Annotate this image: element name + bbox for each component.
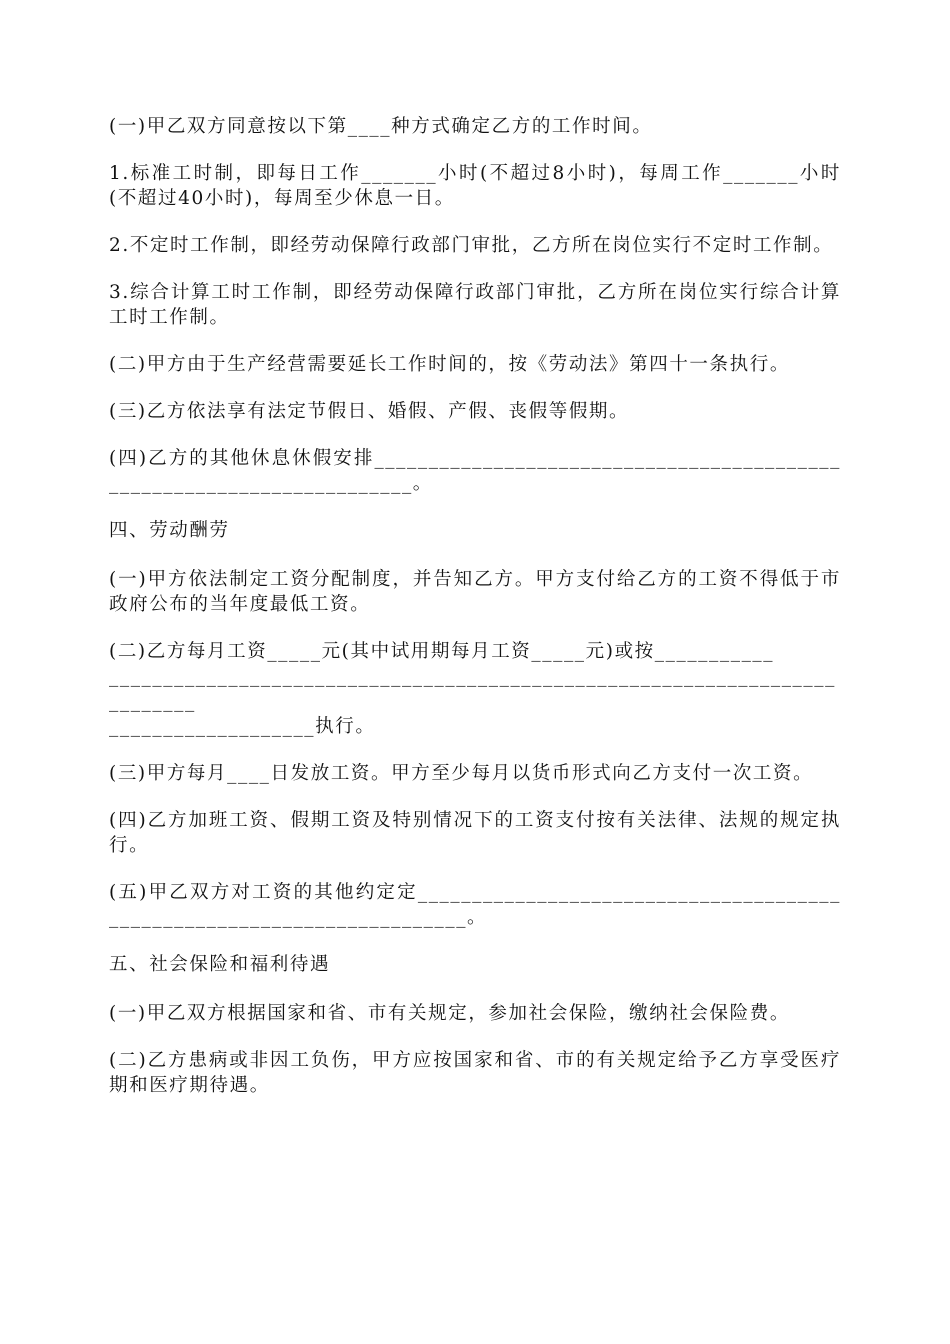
paragraph-monthly-wage: (二)乙方每月工资_____元(其中试用期每月工资_____元)或按___________ [109,641,775,662]
paragraph-other-leave: (四)乙方的其他休息休假安排_______________________________________________________________________。 [109,448,841,494]
paragraph-standard-hours: 1.标准工时制，即每日工作_______小时(不超过8小时)，每周工作_______小时(不超过40小时)，每周至少休息一日。 [109,163,841,209]
section-heading-social-insurance: 五、社会保险和福利待遇 [109,954,331,975]
paragraph-medical-period: (二)乙方患病或非因工负伤，甲方应按国家和省、市的有关规定给予乙方享受医疗期和医疗期待遇。 [109,1050,841,1096]
paragraph-wage-system: (一)甲方依法制定工资分配制度，并告知乙方。甲方支付给乙方的工资不得低于市政府公布的当年度最低工资。 [109,569,841,615]
document-body [109,114,841,1120]
paragraph-monthly-wage-line: ___________________________________________________________________________ [109,666,836,712]
paragraph-comprehensive-hours: 3.综合计算工时工作制，即经劳动保障行政部门审批，乙方所在岗位实行综合计算工时工作制。 [109,282,841,328]
paragraph-overtime: (二)甲方由于生产经营需要延长工作时间的，按《劳动法》第四十一条执行。 [109,354,790,375]
paragraph-other-wage-agreement: (五)甲乙双方对工资的其他约定定________________________________________________________________________。 [109,882,841,928]
paragraph-monthly-wage-end: ___________________执行。 [109,716,376,737]
paragraph-flexible-hours: 2.不定时工作制，即经劳动保障行政部门审批，乙方所在岗位实行不定时工作制。 [109,235,834,256]
paragraph-work-time-choice: (一)甲乙双方同意按以下第____种方式确定乙方的工作时间。 [109,116,653,137]
section-heading-remuneration: 四、劳动酬劳 [109,520,230,541]
paragraph-overtime-pay: (四)乙方加班工资、假期工资及特别情况下的工资支付按有关法律、法规的规定执行。 [109,810,841,856]
paragraph-holidays: (三)乙方依法享有法定节假日、婚假、产假、丧假等假期。 [109,401,630,422]
paragraph-social-insurance: (一)甲乙双方根据国家和省、市有关规定，参加社会保险，缴纳社会保险费。 [109,1003,790,1024]
paragraph-pay-day: (三)甲方每月____日发放工资。甲方至少每月以货币形式向乙方支付一次工资。 [109,763,814,784]
